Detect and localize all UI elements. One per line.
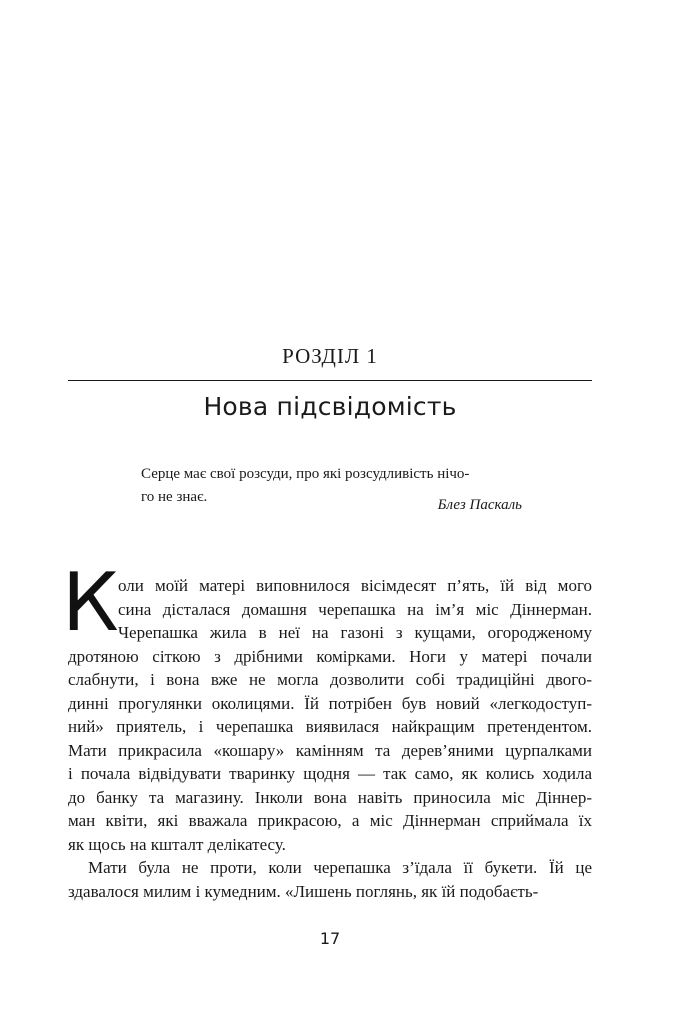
epigraph-line: Серце має свої розсуди, про які розсудливість нічо- bbox=[141, 466, 470, 482]
drop-cap-letter: К bbox=[62, 556, 119, 649]
text-line: дротяною сіткою з дрібними комірками. Ноги у матері почали bbox=[68, 646, 592, 666]
text-line: слабнути, і вона вже не могла дозволити собі традиційні двого- bbox=[68, 670, 592, 689]
page-number: 17 bbox=[319, 929, 341, 948]
body-text bbox=[68, 574, 592, 903]
epigraph-author: Блез Паскаль bbox=[437, 497, 522, 513]
text-line: динні прогулянки околицями. Їй потрібен був новий «легкодоступ- bbox=[68, 693, 592, 713]
text-line: ний» приятель, і черепашка виявилася найкращим претендентом. bbox=[68, 717, 592, 736]
text-line: до банку та магазину. Інколи вона навіть приносила міс Діннер- bbox=[68, 787, 592, 807]
text-line: Черепашка жила в неї на газоні з кущами, огородженому bbox=[118, 623, 592, 642]
text-line: і почала відвідувати тваринку щодня — так само, як колись ходила bbox=[68, 764, 592, 783]
text-line: Мати прикрасила «кошару» камінням та дерев’яними цурпалками bbox=[68, 740, 592, 760]
chapter-label: РОЗДІЛ 1 bbox=[282, 344, 378, 368]
text-line: ман квіти, які вважала прикрасою, а міс Діннерман сприймала їх bbox=[68, 811, 592, 830]
chapter-divider bbox=[68, 380, 592, 381]
text-line: оли моїй матері виповнилося вісімдесят п’ять, їй від мого bbox=[118, 576, 592, 595]
epigraph-line: го не знає. bbox=[141, 489, 208, 505]
text-line: здавалося милим і кумедним. «Лишень поглянь, як їй подобаєть- bbox=[68, 881, 539, 901]
chapter-title: Нова підсвідомість bbox=[203, 392, 457, 421]
text-line: як щось на кшталт делікатесу. bbox=[68, 834, 286, 854]
text-line: Мати була не проти, коли черепашка з’їдала її букети. Їй це bbox=[88, 858, 592, 877]
text-line: сина дісталася домашня черепашка на ім’я міс Діннерман. bbox=[118, 599, 592, 619]
